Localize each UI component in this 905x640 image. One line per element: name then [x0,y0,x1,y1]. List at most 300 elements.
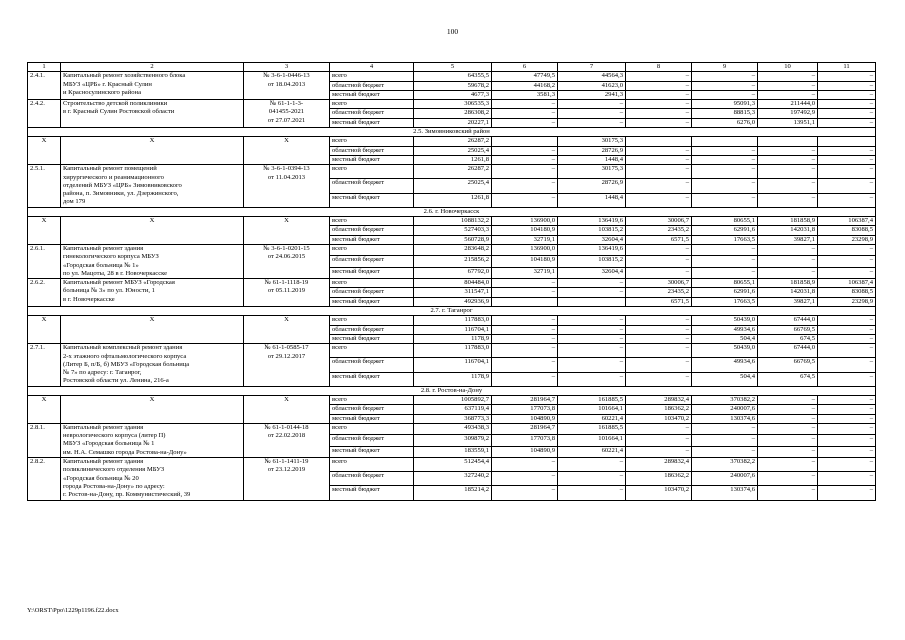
amount-cell: – [692,155,758,164]
amount-cell: – [818,372,876,386]
amount-cell: 161885,5 [558,395,626,404]
amount-cell: 215856,2 [414,256,492,267]
amount-cell: 106387,4 [818,279,876,288]
document-reference-line: № 61-1-1118-19 [264,279,309,287]
amount-cell: – [818,179,876,193]
amount-cell: 20227,1 [414,118,492,127]
budget-table [27,62,876,501]
amount-cell: 41623,0 [558,81,626,90]
amount-cell: 181858,9 [758,217,818,226]
amount-cell: – [492,486,558,500]
funding-source: областной бюджет [330,226,414,235]
object-name [61,72,244,100]
funding-source: местный бюджет [330,372,414,386]
amount-cell: – [692,81,758,90]
amount-cell: 185214,2 [414,486,492,500]
amount-cell: 83088,5 [818,288,876,297]
amount-cell: – [558,109,626,118]
amount-cell: 197492,9 [758,109,818,118]
amount-cell: – [758,472,818,486]
amount-cell: 44168,2 [492,81,558,90]
table-row [28,423,876,434]
amount-cell: 1261,8 [414,155,492,164]
amount-cell: – [818,109,876,118]
amount-cell: 183559,1 [414,446,492,457]
funding-source: всего [330,279,414,288]
amount-cell: 101664,1 [558,405,626,414]
amount-cell: 30006,7 [626,279,692,288]
amount-cell: 142031,8 [758,226,818,235]
amount-cell: 306535,3 [414,100,492,109]
amount-cell: 103470,2 [626,414,692,423]
column-number-header: 4 [330,63,414,72]
funding-source: местный бюджет [330,267,414,278]
document-reference-line: от 29.12.2017 [267,352,306,360]
funding-source: областной бюджет [330,435,414,446]
amount-cell: – [492,279,558,288]
amount-cell: – [626,118,692,127]
object-name-line: гинекологического корпуса МБУЗ [63,253,159,261]
amount-cell: 23298,9 [818,297,876,306]
document-reference-line: № 61-1-0585-17 [264,344,309,352]
document-reference-line: № 3-6-1-0394-13 [263,165,310,173]
amount-cell: 28726,9 [558,179,626,193]
item-number: 2.6.2. [28,279,61,307]
amount-cell: – [492,458,558,472]
table-row [28,279,876,288]
document-reference-line: № 3-6-1-0201-15 [263,244,310,252]
amount-cell: – [818,358,876,372]
document-reference-line: 041455-2021 [268,108,305,116]
amount-cell: – [818,72,876,81]
object-name-line: города Ростова-на-Дону» по адресу: [63,482,165,490]
amount-cell: 62991,6 [692,288,758,297]
section-title: 2.7. г. Таганрог [28,307,876,316]
amount-cell: – [692,193,758,207]
amount-cell: – [818,486,876,500]
amount-cell: 26287,2 [414,165,492,179]
object-name [61,137,244,165]
amount-cell: – [692,179,758,193]
amount-cell: – [626,372,692,386]
amount-cell: 4677,3 [414,90,492,99]
amount-cell: – [692,72,758,81]
amount-cell: – [626,72,692,81]
amount-cell [492,137,558,146]
amount-cell: 66769,5 [758,325,818,334]
amount-cell: – [818,81,876,90]
amount-cell: 88815,3 [692,109,758,118]
amount-cell: 50439,0 [692,316,758,325]
amount-cell: 104890,9 [492,446,558,457]
object-name-line: дом 179 [63,198,86,206]
document-reference-line: № 61-1-0144-18 [264,423,309,431]
amount-cell: 30175,3 [558,137,626,146]
amount-cell: 44564,3 [558,72,626,81]
amount-cell: – [818,414,876,423]
column-number-header: 3 [244,63,330,72]
object-name [61,344,244,386]
amount-cell: – [492,179,558,193]
object-name-line: Капитальный ремонт МБУЗ «Городская [63,279,175,287]
column-number-header: 2 [61,63,244,72]
amount-cell: – [818,193,876,207]
amount-cell: – [492,472,558,486]
amount-cell: – [758,146,818,155]
object-name-line: и Красносулинского района [63,88,141,96]
funding-source: местный бюджет [330,446,414,457]
amount-cell: 30006,7 [626,217,692,226]
object-name [61,217,244,245]
document-reference-line: № 61-1-1411-19 [264,458,309,466]
amount-cell: 177073,8 [492,435,558,446]
amount-cell: 1178,9 [414,334,492,343]
amount-cell: – [626,435,692,446]
amount-cell: – [818,267,876,278]
funding-source: всего [330,316,414,325]
amount-cell: – [626,165,692,179]
column-number-header: 10 [758,63,818,72]
amount-cell: – [692,90,758,99]
document-reference [244,423,330,457]
amount-cell: 1005892,7 [414,395,492,404]
document-reference-line: от 05.11.2019 [267,287,306,295]
document-reference-line: от 27.07.2021 [267,116,306,124]
amount-cell: – [558,372,626,386]
amount-cell: – [758,165,818,179]
amount-cell: 130374,6 [692,414,758,423]
amount-cell: – [626,325,692,334]
amount-cell: – [818,100,876,109]
amount-cell: – [626,81,692,90]
item-number: 2.5.1. [28,165,61,207]
amount-cell: – [626,358,692,372]
amount-cell: 512454,4 [414,458,492,472]
object-name-line: МБУЗ «Городская больница № 1 [63,440,155,448]
amount-cell [758,137,818,146]
amount-cell: 6571,5 [626,297,692,306]
amount-cell: 327240,2 [414,472,492,486]
amount-cell: 240007,6 [692,472,758,486]
amount-cell: – [626,344,692,358]
amount-cell: – [626,316,692,325]
object-name-line: Капитальный ремонт хозяйственного блока [63,72,186,80]
amount-cell: – [692,435,758,446]
amount-cell: 1261,8 [414,193,492,207]
amount-cell [626,137,692,146]
amount-cell: – [758,256,818,267]
object-name-line: МБУЗ «ЦРБ» г. Красный Сулин [63,80,152,88]
table-row [28,137,876,146]
amount-cell: – [692,423,758,434]
amount-cell: 311547,1 [414,288,492,297]
amount-cell: – [626,155,692,164]
document-reference-line: Х [284,217,289,225]
object-name [61,165,244,207]
column-number-header: 8 [626,63,692,72]
amount-cell: 83088,5 [818,226,876,235]
item-number: Х [28,395,61,423]
amount-cell: 6571,5 [626,235,692,244]
object-name-line: (Литер Б, п/Б, б) МБУЗ «Городская больница [63,360,190,368]
table-row [28,217,876,226]
amount-cell: 106387,4 [818,217,876,226]
amount-cell: – [818,405,876,414]
amount-cell: 117883,0 [414,344,492,358]
amount-cell: – [758,486,818,500]
amount-cell: – [758,395,818,404]
amount-cell: 186362,2 [626,472,692,486]
amount-cell: – [626,423,692,434]
amount-cell: 116704,1 [414,325,492,334]
amount-cell: – [818,423,876,434]
table-row [28,458,876,472]
item-number: Х [28,137,61,165]
object-name-line: отделений МБУЗ «ЦРБ» Зимовниковского [63,181,182,189]
amount-cell: – [492,372,558,386]
funding-source: местный бюджет [330,334,414,343]
document-reference-line: от 24.06.2015 [267,253,306,261]
amount-cell: – [692,165,758,179]
item-number: 2.4.2. [28,100,61,128]
object-name-line: Капитальный ремонт помещений [63,165,157,173]
amount-cell: – [626,193,692,207]
amount-cell: – [558,288,626,297]
amount-cell: – [626,100,692,109]
item-number: Х [28,217,61,245]
amount-cell: 142031,8 [758,288,818,297]
amount-cell: – [492,155,558,164]
table-row [28,395,876,404]
document-reference [244,72,330,100]
document-reference [244,458,330,500]
funding-source: областной бюджет [330,325,414,334]
amount-cell [558,297,626,306]
amount-cell: – [758,244,818,255]
funding-source: местный бюджет [330,193,414,207]
table-row [28,344,876,358]
object-name-line: Строительство детской поликлиники [63,100,168,108]
amount-cell: – [758,414,818,423]
amount-cell: 32604,4 [558,267,626,278]
document-reference-line: Х [284,395,289,403]
amount-cell: – [492,358,558,372]
amount-cell: 25025,4 [414,146,492,155]
amount-cell: 17663,5 [692,235,758,244]
amount-cell: – [558,358,626,372]
amount-cell: 3581,3 [492,90,558,99]
table-row [28,72,876,81]
amount-cell: 117883,0 [414,316,492,325]
amount-cell: 62991,6 [692,226,758,235]
amount-cell: – [758,90,818,99]
funding-source: всего [330,395,414,404]
amount-cell: – [758,423,818,434]
funding-source: всего [330,72,414,81]
object-name-line: Капитальный ремонт здания [63,423,144,431]
amount-cell: – [492,288,558,297]
document-reference [244,344,330,386]
amount-cell: 136419,6 [558,217,626,226]
amount-cell: 66769,5 [758,358,818,372]
amount-cell: – [758,458,818,472]
amount-cell: – [758,405,818,414]
amount-cell: – [758,155,818,164]
column-number-header: 7 [558,63,626,72]
amount-cell: – [626,146,692,155]
amount-cell: 674,5 [758,334,818,343]
amount-cell: 49934,6 [692,358,758,372]
object-name-line: Х [149,137,155,145]
amount-cell: – [492,118,558,127]
document-reference [244,244,330,278]
object-name-line: в г. Новочеркасске [63,295,115,303]
amount-cell: 104180,9 [492,226,558,235]
amount-cell: – [626,90,692,99]
object-name-line: Капитальный ремонт здания [63,244,144,252]
amount-cell: 104180,9 [492,256,558,267]
document-reference-line: № 61-1-1-3- [269,100,304,108]
amount-cell: – [818,344,876,358]
amount-cell: 136900,0 [492,217,558,226]
amount-cell: 504,4 [692,334,758,343]
amount-cell: 30175,3 [558,165,626,179]
amount-cell: 67444,0 [758,316,818,325]
amount-cell: – [818,446,876,457]
funding-source: местный бюджет [330,486,414,500]
amount-cell: – [818,472,876,486]
amount-cell: 6276,0 [692,118,758,127]
item-number: 2.8.1. [28,423,61,457]
amount-cell: – [626,109,692,118]
amount-cell: 60221,4 [558,414,626,423]
object-name [61,395,244,423]
amount-cell: 103815,2 [558,256,626,267]
document-reference-line: № 3-6-1-0446-13 [263,72,310,80]
amount-cell: 32719,1 [492,235,558,244]
amount-cell: – [492,325,558,334]
amount-cell: 368773,3 [414,414,492,423]
amount-cell: 177073,8 [492,405,558,414]
funding-source: местный бюджет [330,235,414,244]
funding-source: всего [330,165,414,179]
amount-cell: – [758,81,818,90]
document-reference [244,217,330,245]
amount-cell: – [558,316,626,325]
amount-cell: – [818,334,876,343]
amount-cell: 26287,2 [414,137,492,146]
object-name-line: Х [149,217,155,225]
funding-source: местный бюджет [330,118,414,127]
amount-cell: 80655,1 [692,217,758,226]
amount-cell: – [492,344,558,358]
amount-cell: – [492,146,558,155]
amount-cell: 560728,9 [414,235,492,244]
amount-cell: – [692,446,758,457]
amount-cell: – [492,334,558,343]
funding-source: областной бюджет [330,288,414,297]
section-title: 2.5. Зимовниковский район [28,128,876,137]
object-name-line: хирургического и реанимационного [63,173,164,181]
document-reference-line: Х [284,137,289,145]
amount-cell: 64355,5 [414,72,492,81]
amount-cell: 39827,1 [758,235,818,244]
amount-cell: 289832,4 [626,395,692,404]
amount-cell: – [692,256,758,267]
object-name-line: г. Ростов-на-Дону, пр. Коммунистический, 39 [63,491,191,499]
amount-cell: 1088132,2 [414,217,492,226]
funding-source: областной бюджет [330,256,414,267]
amount-cell: 211444,0 [758,100,818,109]
amount-cell: – [558,486,626,500]
amount-cell: 136900,0 [492,244,558,255]
document-reference [244,395,330,423]
item-number: 2.8.2. [28,458,61,500]
section-title: 2.8. г. Ростов-на-Дону [28,386,876,395]
amount-cell: 116704,1 [414,358,492,372]
amount-cell: 47749,5 [492,72,558,81]
amount-cell: 49934,6 [692,325,758,334]
document-reference-line: от 23.12.2019 [267,466,306,474]
amount-cell: – [626,256,692,267]
amount-cell: 13951,1 [758,118,818,127]
object-name-line: им. Н.А. Семашко города Ростова-на-Дону» [63,448,187,456]
amount-cell: – [626,446,692,457]
amount-cell: 25025,4 [414,179,492,193]
object-name-line: по ул. Мацоты, 28 в г. Новочеркасске [63,269,168,277]
document-reference-line: от 18.04.2013 [267,80,306,88]
column-number-header: 9 [692,63,758,72]
item-number: 2.7.1. [28,344,61,386]
amount-cell: – [758,193,818,207]
amount-cell: – [626,267,692,278]
funding-source: областной бюджет [330,109,414,118]
amount-cell: 674,5 [758,372,818,386]
amount-cell: 637119,4 [414,405,492,414]
amount-cell: – [558,100,626,109]
document-reference-line: от 22.02.2018 [267,432,306,440]
section-title: 2.6. г. Новочеркасск [28,207,876,216]
header-row [28,63,876,72]
funding-source: областной бюджет [330,358,414,372]
amount-cell: 67444,0 [758,344,818,358]
amount-cell: 1178,9 [414,372,492,386]
object-name [61,423,244,457]
amount-cell: – [492,316,558,325]
column-number-header: 11 [818,63,876,72]
amount-cell: 286308,2 [414,109,492,118]
amount-cell [818,137,876,146]
amount-cell: 309879,2 [414,435,492,446]
funding-source: областной бюджет [330,81,414,90]
amount-cell: – [818,256,876,267]
object-name [61,316,244,344]
amount-cell: 95091,3 [692,100,758,109]
amount-cell: 804484,0 [414,279,492,288]
amount-cell: – [492,109,558,118]
amount-cell: – [492,165,558,179]
amount-cell: 23298,9 [818,235,876,244]
amount-cell: – [758,267,818,278]
amount-cell: – [626,179,692,193]
amount-cell: 23435,2 [626,226,692,235]
amount-cell: – [758,179,818,193]
amount-cell: – [818,118,876,127]
object-name [61,279,244,307]
amount-cell: 50439,0 [692,344,758,358]
document-reference [244,316,330,344]
document-reference-line: Х [284,316,289,324]
